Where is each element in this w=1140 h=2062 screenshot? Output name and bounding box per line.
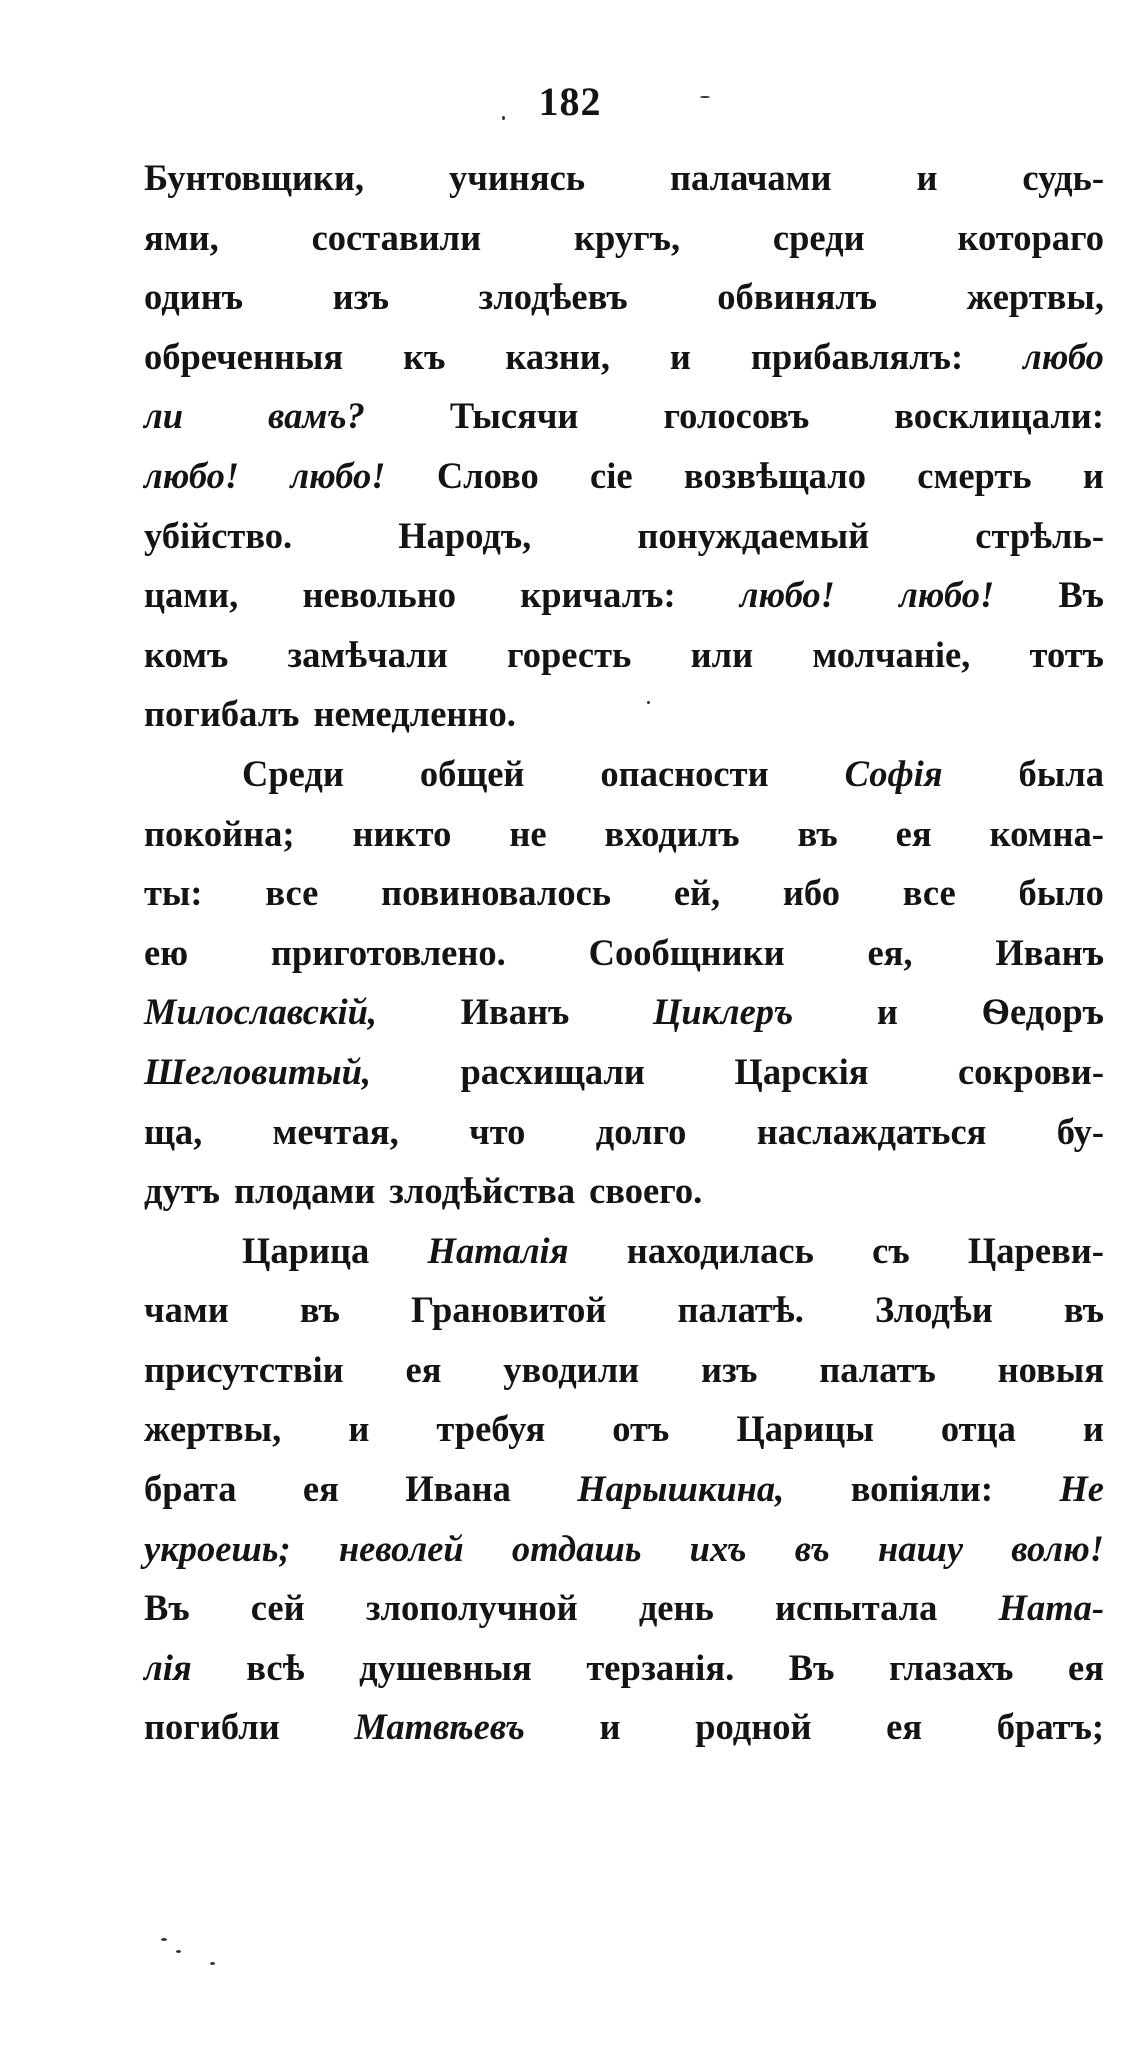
text-line — [144, 446, 1104, 506]
italic-word: любо! — [144, 454, 240, 496]
word: чами — [144, 1289, 229, 1331]
italic-word: въ — [794, 1527, 830, 1569]
text-line — [144, 267, 1104, 327]
word: замѣчали — [287, 633, 448, 675]
scan-speck — [502, 116, 505, 120]
scan-speck — [176, 1950, 181, 1953]
italic-word: Не — [1059, 1468, 1104, 1510]
word: тотъ — [1029, 633, 1104, 675]
word: Грановитой — [411, 1289, 607, 1331]
word: комна- — [989, 812, 1104, 854]
word: молчаніе, — [812, 633, 971, 675]
text-line — [144, 506, 1104, 566]
text-line — [144, 1638, 1104, 1698]
word: требуя — [436, 1408, 546, 1450]
word: сей — [250, 1587, 305, 1629]
word: злополучной — [365, 1587, 578, 1629]
text-line — [144, 923, 1104, 983]
word: Среди — [242, 752, 344, 794]
italic-word: Шегловитый, — [144, 1050, 372, 1092]
word: ея — [405, 1348, 442, 1390]
word: Сообщники — [588, 931, 785, 973]
word: душевныя — [359, 1646, 532, 1688]
italic-word: Милославскій, — [144, 991, 378, 1033]
word: расхищали — [460, 1050, 645, 1092]
word: Въ — [1058, 574, 1104, 616]
word: или — [690, 633, 754, 675]
word: мечтая, — [272, 1110, 399, 1152]
word: ты: — [144, 872, 203, 914]
word: и — [348, 1408, 370, 1450]
word: палатѣ. — [677, 1289, 804, 1331]
word: немедленно. — [313, 693, 516, 735]
word: Цареви- — [967, 1229, 1104, 1271]
word: терзанія. — [586, 1646, 735, 1688]
word: ибо — [782, 872, 840, 914]
italic-word: неволей — [338, 1527, 464, 1569]
text-line — [144, 1221, 1104, 1281]
scan-speck — [700, 96, 710, 98]
word: опасности — [600, 752, 769, 794]
word: Царскія — [734, 1050, 869, 1092]
word: ей, — [673, 872, 721, 914]
word: котораго — [957, 216, 1104, 258]
word: долго — [595, 1110, 687, 1152]
word: одинъ — [144, 276, 244, 318]
word: и — [1082, 454, 1104, 496]
word: не — [509, 812, 547, 854]
word: стрѣль- — [975, 514, 1104, 556]
scan-speck — [210, 1962, 215, 1965]
word: понуждаемый — [637, 514, 870, 556]
italic-word: любо! — [899, 574, 995, 616]
word: невольно — [302, 574, 457, 616]
word: глазахъ — [888, 1646, 1014, 1688]
word: была — [1018, 752, 1104, 794]
word: Царицы — [736, 1408, 874, 1450]
word: комъ — [144, 633, 229, 675]
word: что — [469, 1110, 526, 1152]
text-line — [144, 744, 1104, 804]
word: судь- — [1022, 157, 1104, 198]
word: и — [1082, 1408, 1104, 1450]
word: жертвы, — [966, 276, 1104, 318]
word: погибалъ — [144, 693, 300, 735]
word: Ѳедоръ — [981, 991, 1104, 1033]
word: Злодѣи — [874, 1289, 993, 1331]
word: испытала — [774, 1587, 938, 1629]
text-line — [144, 327, 1104, 387]
word: убійство. — [144, 514, 293, 556]
word: все — [902, 872, 956, 914]
word: Иванъ — [460, 991, 570, 1033]
word: плодами — [233, 1170, 376, 1212]
word: ея — [886, 1706, 923, 1748]
italic-word: любо! — [739, 574, 835, 616]
italic-word: волю! — [1011, 1527, 1104, 1569]
word: Бунтовщики, — [144, 157, 365, 198]
word: погибли — [144, 1706, 280, 1748]
word: ея — [1068, 1646, 1104, 1688]
text-line — [144, 804, 1104, 864]
word: было — [1018, 872, 1104, 914]
word: и — [599, 1706, 621, 1748]
italic-word: Матвѣевъ — [354, 1706, 525, 1748]
word: въ — [299, 1289, 340, 1331]
word: день — [638, 1587, 714, 1629]
word: горесть — [507, 633, 632, 675]
word: повиновалось — [381, 872, 612, 914]
body-text — [144, 148, 1104, 1757]
word: обвинялъ — [717, 276, 878, 318]
italic-word: Ната- — [998, 1587, 1104, 1629]
word: палатъ — [819, 1348, 936, 1390]
italic-word: ихъ — [689, 1527, 747, 1569]
word: родной — [695, 1706, 812, 1748]
word: наслаждаться — [756, 1110, 987, 1152]
text-line — [144, 1459, 1104, 1519]
italic-word: Наталія — [427, 1229, 569, 1271]
word: ею — [144, 931, 189, 973]
italic-word: ли — [144, 395, 184, 437]
scan-speck — [161, 1938, 167, 1941]
word: сіе — [590, 454, 633, 496]
word: ями, — [144, 216, 219, 258]
italic-word: нашу — [877, 1527, 964, 1569]
paragraph — [144, 148, 1104, 744]
text-line — [144, 1102, 1104, 1162]
text-line — [144, 684, 1104, 744]
text-line — [144, 625, 1104, 685]
text-line — [144, 982, 1104, 1042]
italic-word: Циклеръ — [652, 991, 794, 1033]
word: восклицали: — [894, 395, 1104, 437]
word: изъ — [701, 1348, 758, 1390]
word: и — [916, 157, 938, 198]
word: Царица — [242, 1229, 370, 1271]
text-line — [144, 1340, 1104, 1400]
word: смерть — [917, 454, 1032, 496]
word: жертвы, — [144, 1408, 282, 1450]
text-line — [144, 148, 1104, 208]
text-line — [144, 1578, 1104, 1638]
word: палачами — [669, 157, 832, 198]
word: Въ — [144, 1587, 190, 1629]
word: къ — [403, 335, 446, 377]
word: ея — [895, 812, 932, 854]
word: злодѣйства — [389, 1170, 576, 1212]
italic-word: отдашь — [511, 1527, 642, 1569]
italic-word: любо! — [290, 454, 386, 496]
italic-word: Софія — [844, 752, 943, 794]
word: покойна; — [144, 812, 295, 854]
word: Иванъ — [995, 931, 1104, 973]
text-line — [144, 1697, 1104, 1757]
text-line — [144, 1399, 1104, 1459]
word: голосовъ — [663, 395, 810, 437]
word: новыя — [997, 1348, 1104, 1390]
word: съ — [872, 1229, 910, 1271]
word: сокрови- — [957, 1050, 1104, 1092]
word: никто — [352, 812, 452, 854]
italic-word: вамъ? — [268, 395, 365, 437]
italic-word: лія — [144, 1646, 192, 1688]
paragraph — [144, 1221, 1104, 1757]
word: казни, — [505, 335, 610, 377]
word: братъ; — [996, 1706, 1104, 1748]
word: Народъ, — [398, 514, 532, 556]
word: вопіяли: — [850, 1468, 993, 1510]
scan-speck — [647, 701, 650, 704]
word: прибавлялъ: — [750, 335, 964, 377]
italic-word: любо — [1023, 335, 1104, 377]
text-line — [144, 208, 1104, 268]
word: отъ — [612, 1408, 670, 1450]
word: учинясь — [448, 157, 586, 198]
word: всѣ — [246, 1646, 305, 1688]
word: изъ — [332, 276, 390, 318]
word: кричалъ: — [520, 574, 676, 616]
italic-word: укроешь; — [144, 1527, 291, 1569]
text-line — [144, 863, 1104, 923]
word: среди — [772, 216, 865, 258]
text-line — [144, 1161, 1104, 1221]
word: Слово — [436, 454, 539, 496]
word: злодѣевъ — [478, 276, 628, 318]
word: обреченныя — [144, 335, 344, 377]
word: отца — [940, 1408, 1016, 1450]
text-line — [144, 1519, 1104, 1579]
word: и — [669, 335, 691, 377]
word: дутъ — [144, 1170, 220, 1212]
word: ея — [302, 1468, 339, 1510]
word: цами, — [144, 574, 239, 616]
word: бу- — [1056, 1110, 1104, 1152]
word: своего. — [589, 1170, 703, 1212]
italic-word: Нарышкина, — [577, 1468, 785, 1510]
word: и — [876, 991, 898, 1033]
word: Ивана — [405, 1468, 511, 1510]
word: Тысячи — [449, 395, 579, 437]
word: находилась — [626, 1229, 814, 1271]
word: Въ — [788, 1646, 835, 1688]
word: приготовлено. — [270, 931, 506, 973]
word: брата — [144, 1468, 237, 1510]
word: присутствіи — [144, 1348, 344, 1390]
text-line — [144, 1280, 1104, 1340]
word: входилъ — [604, 812, 740, 854]
word: въ — [1063, 1289, 1104, 1331]
word: уводили — [503, 1348, 640, 1390]
word: ея, — [867, 931, 913, 973]
word: въ — [797, 812, 838, 854]
word: общей — [419, 752, 525, 794]
word: все — [265, 872, 319, 914]
text-line — [144, 565, 1104, 625]
text-line — [144, 1042, 1104, 1102]
paragraph — [144, 744, 1104, 1221]
page-number: 182 — [538, 79, 602, 124]
word: ща, — [144, 1110, 203, 1152]
word: возвѣщало — [683, 454, 866, 496]
word: составили — [311, 216, 482, 258]
text-line — [144, 386, 1104, 446]
word: кругъ, — [573, 216, 681, 258]
